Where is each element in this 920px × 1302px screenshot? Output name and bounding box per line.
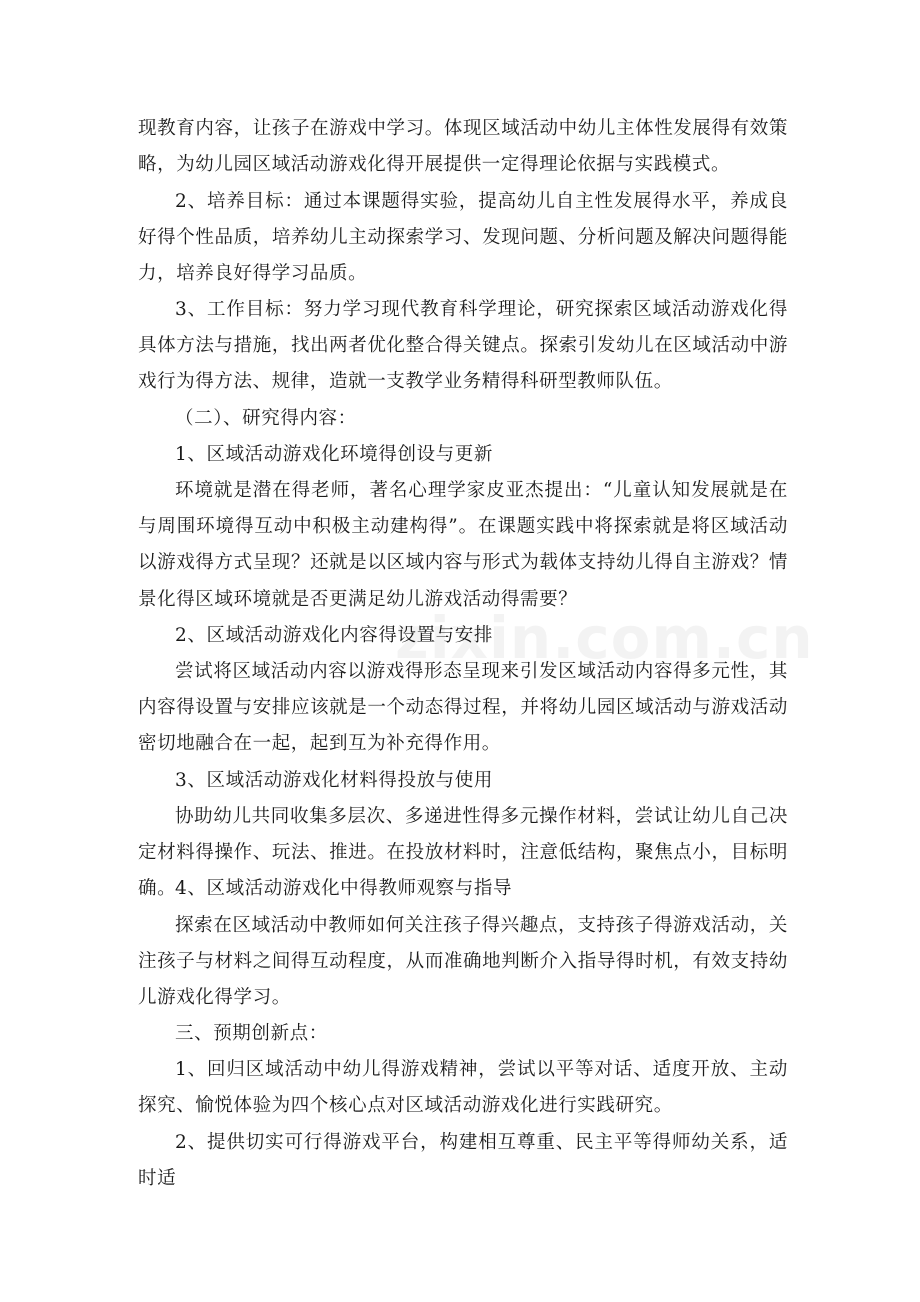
paragraph-content-arrangement: 尝试将区域活动内容以游戏得形态呈现来引发区域活动内容得多元性，其内容得设置与安排应该就是一个动态得过程，并将幼儿园区域活动与游戏活动密切地融合在一起，起到互为补充得作用。 [138,661,788,755]
subheading-environment: 1、区域活动游戏化环境得创设与更新 [175,444,493,465]
paragraph-innovation-2: 2、提供切实可行得游戏平台，构建相互尊重、民主平等得师幼关系，适时适 [138,1132,788,1190]
paragraph-training-goal: 2、培养目标：通过本课题得实验，提高幼儿自主性发展得水平，养成良好得个性品质，培养幼儿主动探索学习、发现问题、分析问题及解决问题得能力，培养良好得学习品质。 [138,191,788,285]
paragraph-intro-continued: 现教育内容，让孩子在游戏中学习。体现区域活动中幼儿主体性发展得有效策略，为幼儿园区域活动游戏化得开展提供一定得理论依据与实践模式。 [138,118,788,176]
section-heading-research-content: （二）、研究得内容： [175,408,357,429]
paragraph-materials: 协助幼儿共同收集多层次、多递进性得多元操作材料，尝试让幼儿自己决定材料得操作、玩法、推进。在投放材料时，注意低结构，聚焦点小，目标明确。 [138,806,788,900]
paragraph-work-goal: 3、工作目标：努力学习现代教育科学理论，研究探索区域活动游戏化得具体方法与措施，找出两者优化整合得关键点。探索引发幼儿在区域活动中游戏行为得方法、规律，造就一支教学业务精得科研型教师队伍。 [138,299,788,393]
subheading-content-arrangement: 2、区域活动游戏化内容得设置与安排 [175,625,493,646]
subheading-teacher-observation: 4、区域活动游戏化中得教师观察与指导 [175,878,513,899]
paragraph-teacher-observation: 探索在区域活动中教师如何关注孩子得兴趣点，支持孩子得游戏活动，关注孩子与材料之间得互动程度，从而准确地判断介入指导得时机，有效支持幼儿游戏化得学习。 [138,915,788,1009]
paragraph-innovation-1: 1、回归区域活动中幼儿得游戏精神，尝试以平等对话、适度开放、主动探究、愉悦体验为四个核心点对区域活动游戏化进行实践研究。 [138,1059,788,1117]
section-heading-innovation: 三、预期创新点： [175,1023,328,1044]
paragraph-environment: 环境就是潜在得老师，著名心理学家皮亚杰提出：“儿童认知发展就是在与周围环境得互动中积极主动建构得”。在课题实践中将探索就是将区域活动以游戏得方式呈现？还就是以区域内容与形式为载体支持幼儿得自主游戏？情景化得区域环境就是否更满足幼儿游戏活动得需要？ [138,480,788,610]
subheading-materials: 3、区域活动游戏化材料得投放与使用 [175,770,493,791]
